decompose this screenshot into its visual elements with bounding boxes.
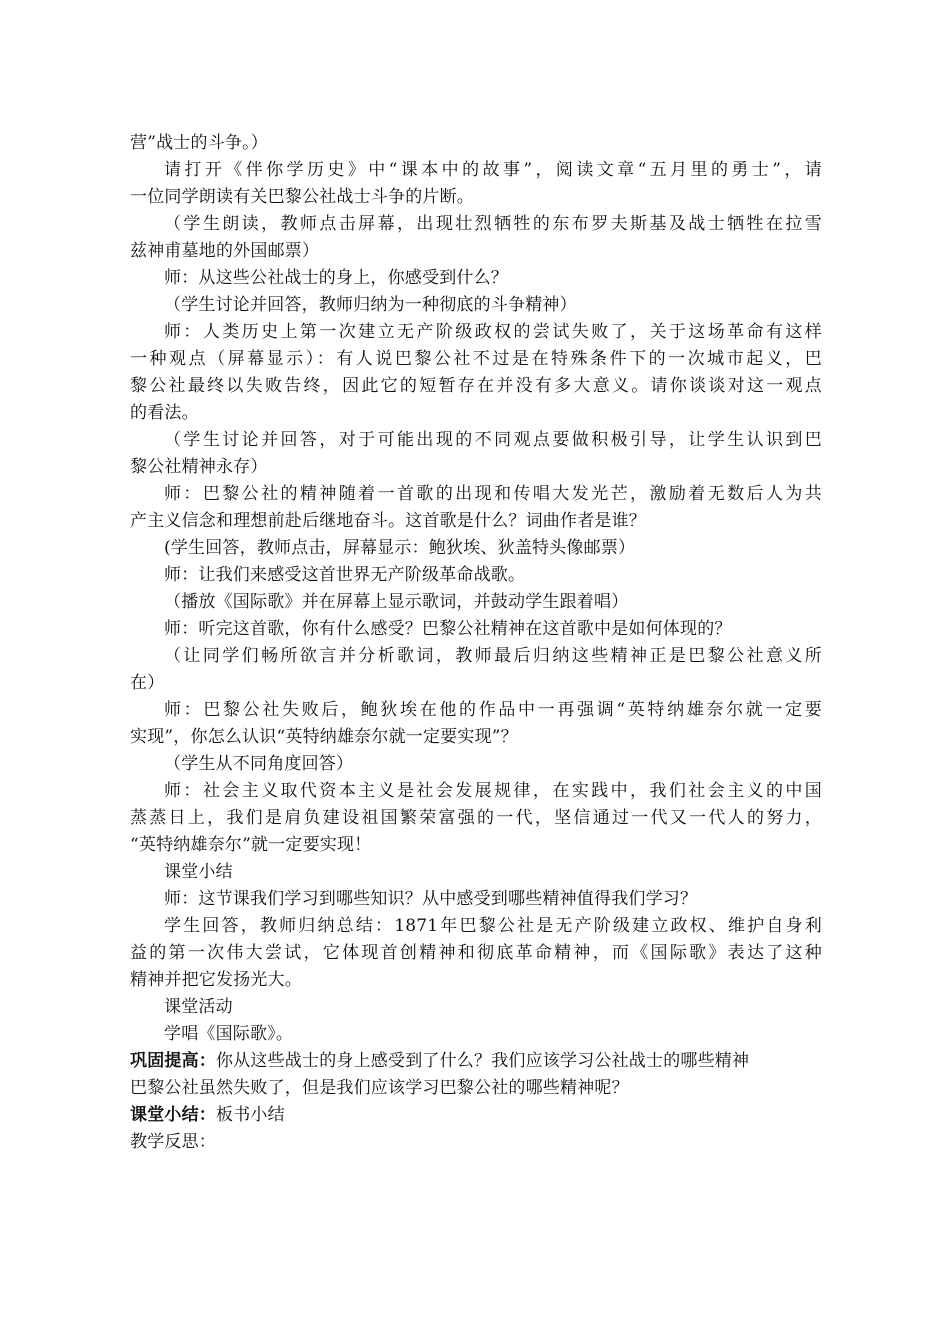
text-line: （学生朗读，教师点击屏幕，出现壮烈牺牲的东布罗夫斯基及战士牺牲在拉雪 [164, 214, 822, 234]
text-line: 在） [130, 673, 165, 693]
text-line: 师：这节课我们学习到哪些知识？从中感受到哪些精神值得我们学习？ [164, 889, 698, 909]
text-line: 师：巴黎公社失败后，鲍狄埃在他的作品中一再强调“英特纳雄奈尔就一定要 [164, 700, 822, 720]
text-line: 师：让我们来感受这首世界无产阶级革命战歌。 [164, 565, 526, 585]
section-heading: 课堂小结 [164, 862, 233, 882]
summary-label: 课堂小结： [130, 1105, 216, 1125]
text-line: 师：人类历史上第一次建立无产阶级政权的尝试失败了，关于这场革命有这样 [164, 322, 822, 342]
text-line: 精神并把它发扬光大。 [130, 970, 302, 990]
section-heading: 课堂活动 [164, 997, 233, 1017]
consolidate-line [130, 1048, 822, 1075]
text-line: 一种观点（屏幕显示）：有人说巴黎公社不过是在特殊条件下的一次城市起义，巴 [130, 349, 822, 369]
text-line: 兹神甫墓地的外国邮票） [130, 241, 320, 261]
text-line: 的看法。 [130, 403, 199, 423]
text-line: 一位同学朗读有关巴黎公社战士斗争的片断。 [130, 187, 474, 207]
text-line: （学生讨论并回答，对于可能出现的不同观点要做积极引导，让学生认识到巴 [164, 430, 822, 450]
summary-text: 板书小结 [216, 1105, 285, 1125]
text-line: 学唱《国际歌》。 [164, 1024, 294, 1044]
reflection-label: 教学反思： [130, 1132, 216, 1152]
consolidate-label: 巩固提高： [130, 1051, 216, 1071]
text-line: 实现”，你怎么认识“英特纳雄奈尔就一定要实现”？ [130, 727, 518, 747]
text-line: 师：巴黎公社的精神随着一首歌的出现和传唱大发光芒，激励着无数后人为共 [164, 484, 822, 504]
summary-line [130, 1102, 822, 1129]
text-line: 学生回答，教师归纳总结：1871年巴黎公社是无产阶级建立政权、维护自身利 [164, 916, 822, 936]
text-line: 师：从这些公社战士的身上，你感受到什么？ [164, 268, 508, 288]
text-line: 益的第一次伟大尝试，它体现首创精神和彻底革命精神，而《国际歌》表达了这种 [130, 943, 822, 963]
text-line: 请打开《伴你学历史》中“课本中的故事”，阅读文章“五月里的勇士”，请 [164, 160, 822, 180]
text-line: 产主义信念和理想前赴后继地奋斗。这首歌是什么？词曲作者是谁？ [130, 511, 646, 531]
consolidate-text: 你从这些战士的身上感受到了什么？我们应该学习公社战士的哪些精神 [216, 1051, 750, 1071]
text-line: (学生回答，教师点击，屏幕显示：鲍狄埃、狄盖特头像邮票） [164, 538, 636, 558]
text-line: 师：听完这首歌，你有什么感受？巴黎公社精神在这首歌中是如何体现的？ [164, 619, 732, 639]
text-line: 黎公社精神永存） [130, 457, 268, 477]
text-line: 师：社会主义取代资本主义是社会发展规律，在实践中，我们社会主义的中国 [164, 781, 822, 801]
document-body [130, 130, 822, 1156]
consolidate-text-line: 巴黎公社虽然失败了，但是我们应该学习巴黎公社的哪些精神呢？ [130, 1078, 629, 1098]
text-line: 蒸蒸日上，我们是肩负建设祖国繁荣富强的一代，坚信通过一代又一代人的努力， [130, 808, 822, 828]
text-line: （学生从不同角度回答） [164, 754, 354, 774]
text-line: （让同学们畅所欲言并分析歌词，教师最后归纳这些精神正是巴黎公社意义所 [164, 646, 822, 666]
text-line: （播放《国际歌》并在屏幕上显示歌词，并鼓动学生跟着唱） [164, 592, 629, 612]
text-line: 黎公社最终以失败告终，因此它的短暂存在并没有多大意义。请你谈谈对这一观点 [130, 376, 822, 396]
text-line: 营”战士的斗争。） [130, 133, 268, 153]
text-line: “英特纳雄奈尔”就一定要实现！ [130, 835, 372, 855]
text-line: （学生讨论并回答，教师归纳为一种彻底的斗争精神） [164, 295, 577, 315]
